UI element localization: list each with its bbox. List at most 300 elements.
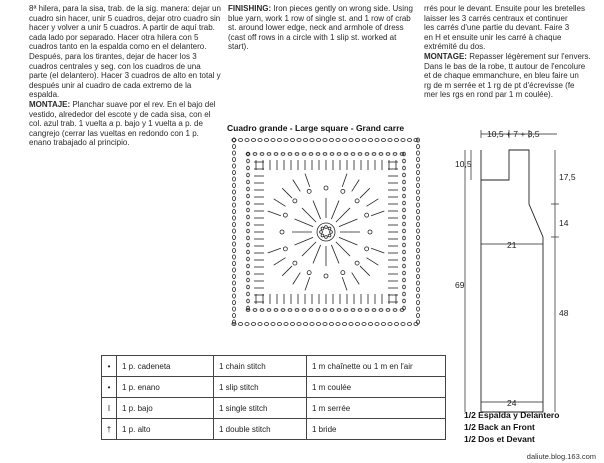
chain-stitch	[267, 309, 271, 312]
chain-stitch	[417, 216, 420, 220]
chain-stitch	[372, 153, 376, 156]
chain-stitch	[403, 271, 406, 275]
chain-stitch	[417, 313, 420, 317]
chain-stitch	[233, 294, 236, 298]
chain-stitch	[403, 278, 406, 282]
chain-stitch	[393, 153, 397, 156]
slip-stitch	[321, 227, 324, 230]
double-stitch	[331, 201, 339, 219]
chain-stitch	[394, 323, 398, 326]
chain-stitch	[233, 268, 236, 272]
chain-stitch	[284, 323, 288, 326]
chain-stitch	[341, 189, 345, 193]
chain-stitch	[417, 170, 420, 174]
slip-stitch	[330, 231, 333, 234]
chain-stitch	[330, 309, 334, 312]
legend-french: 1 bride	[307, 419, 446, 440]
double-stitch	[352, 273, 360, 285]
chain-stitch	[307, 271, 311, 275]
chain-stitch	[297, 139, 301, 142]
hem-label: 24	[507, 398, 517, 408]
chain-stitch	[281, 309, 285, 312]
chain-stitch	[238, 139, 242, 142]
chain-stitch	[403, 201, 406, 205]
chain-stitch	[355, 199, 359, 203]
double-stitch	[331, 245, 339, 263]
french-line: laisser les 3 carrés centraux et continuer	[424, 13, 568, 23]
chain-stitch	[381, 323, 385, 326]
chain-stitch	[247, 159, 250, 163]
chain-stitch	[233, 144, 236, 148]
legend-english: 1 single stitch	[214, 398, 307, 419]
chain-stitch	[233, 190, 236, 194]
chain-stitch	[233, 216, 236, 220]
chain-stitch	[258, 323, 262, 326]
chain-stitch	[247, 173, 250, 177]
legend-french: 1 m chaînette ou 1 m en l'air	[307, 356, 446, 377]
chain-stitch	[329, 139, 333, 142]
chain-stitch	[247, 229, 250, 233]
chain-stitch	[295, 309, 299, 312]
chain-stitch	[293, 261, 297, 265]
caption-spanish: 1/2 Espalda y Delantero	[464, 410, 560, 420]
chain-stitch	[253, 309, 257, 312]
slip-stitch	[328, 234, 331, 237]
chain-stitch	[260, 309, 264, 312]
chain-stitch	[342, 323, 346, 326]
chain-stitch	[417, 196, 420, 200]
english-finishing	[228, 4, 416, 52]
chain-stitch	[403, 292, 406, 296]
legend-spanish: 1 p. bajo	[117, 398, 214, 419]
double-stitch	[305, 174, 310, 187]
chain-stitch	[368, 139, 372, 142]
chain-stitch	[307, 189, 311, 193]
chain-stitch	[290, 139, 294, 142]
chain-stitch	[233, 300, 236, 304]
chain-stitch	[403, 215, 406, 219]
chain-stitch	[233, 242, 236, 246]
double-stitch	[295, 219, 313, 227]
chain-stitch	[258, 139, 262, 142]
chain-stitch	[362, 323, 366, 326]
watermark: daliute.blog.163.com	[526, 452, 596, 461]
chain-stitch	[417, 261, 420, 265]
chain-stitch	[393, 309, 397, 312]
chain-stitch	[349, 139, 353, 142]
chain-stitch	[233, 209, 236, 213]
chain-stitch	[351, 309, 355, 312]
neck-dim-label: 10,5	[455, 159, 472, 169]
chain-stitch	[403, 180, 406, 184]
chain-stitch	[264, 323, 268, 326]
chain-stitch	[336, 323, 340, 326]
double-stitch	[282, 266, 292, 276]
chain-stitch	[316, 323, 320, 326]
chain-stitch	[283, 213, 287, 217]
single-stitch-symbol: I	[102, 398, 117, 419]
slip-stitch	[325, 226, 328, 229]
chain-stitch	[247, 285, 250, 289]
total-length-label: 69	[455, 280, 465, 290]
chain-stitch	[251, 323, 255, 326]
chain-stitch	[247, 250, 250, 254]
double-stitch	[282, 188, 292, 198]
chain-stitch	[233, 229, 236, 233]
chain-stitch	[417, 229, 420, 233]
english-instructions	[228, 4, 416, 52]
half-chest-label: 21	[507, 240, 517, 250]
chain-stitch	[247, 271, 250, 275]
chain-stitch	[362, 139, 366, 142]
chain-stitch	[407, 139, 411, 142]
double-stitch	[274, 199, 286, 207]
french-line: en H et ensuite unir les carré à chaque	[424, 32, 562, 42]
spanish-instructions	[29, 4, 221, 148]
french-line: rg de m serrée et 1 rg de pt d'écrevisse (fe	[424, 80, 575, 90]
chain-stitch	[247, 215, 250, 219]
chain-stitch	[417, 203, 420, 207]
chain-stitch	[417, 287, 420, 291]
double-stitch	[336, 242, 350, 256]
chain-stitch	[323, 153, 327, 156]
chain-stitch	[245, 323, 249, 326]
chain-stitch	[303, 139, 307, 142]
legend-french: 1 m serrée	[307, 398, 446, 419]
chain-stitch	[247, 306, 250, 310]
chain-stitch	[329, 323, 333, 326]
chain-stitch	[233, 255, 236, 259]
chain-stitch	[417, 307, 420, 311]
chain-stitch	[365, 309, 369, 312]
chain-stitch	[290, 323, 294, 326]
chain-stitch	[330, 153, 334, 156]
legend-english: 1 double stitch	[214, 419, 307, 440]
chain-stitch	[233, 151, 236, 155]
dress-schematic	[455, 124, 595, 414]
chain-stitch	[271, 323, 275, 326]
french-instructions	[424, 4, 604, 100]
chain-stitch	[247, 180, 250, 184]
chain-stitch	[403, 299, 406, 303]
chain-stitch	[375, 323, 379, 326]
chain-stitch	[233, 164, 236, 168]
stitch-legend-table	[101, 355, 446, 440]
chain-stitch	[309, 153, 313, 156]
chain-stitch	[271, 139, 275, 142]
chain-stitch	[295, 153, 299, 156]
chain-stitch	[403, 264, 406, 268]
double-stitch	[305, 277, 310, 290]
chain-stitch	[344, 309, 348, 312]
slip-stitch	[328, 227, 331, 230]
chain-stitch	[414, 139, 418, 142]
chain-stitch	[316, 309, 320, 312]
chain-stitch	[233, 287, 236, 291]
chain-stitch	[401, 323, 405, 326]
chain-stitch	[310, 139, 314, 142]
chain-stitch	[260, 153, 264, 156]
chain-stitch	[403, 229, 406, 233]
french-line: extrémité du dos.	[424, 42, 486, 52]
french-line: et de chaque emmanchure, en bleu faire un	[424, 71, 579, 81]
legend-row	[102, 419, 446, 440]
chain-stitch	[324, 274, 328, 278]
double-stitch	[293, 273, 301, 285]
chain-stitch	[403, 257, 406, 261]
chain-stitch	[355, 261, 359, 265]
chain-stitch	[251, 139, 255, 142]
chain-stitch	[288, 153, 292, 156]
chain-stitch	[403, 243, 406, 247]
chain-stitch	[245, 139, 249, 142]
chain-stitch	[323, 323, 327, 326]
double-stitch	[268, 211, 281, 216]
chain-stitch	[386, 309, 390, 312]
chain-stitch	[403, 194, 406, 198]
chain-stitch	[417, 248, 420, 252]
chain-stitch	[337, 309, 341, 312]
chain-stitch	[280, 230, 284, 234]
double-stitch-symbol: †	[102, 419, 117, 440]
chain-stitch-symbol: •	[102, 356, 117, 377]
chain-stitch	[400, 153, 404, 156]
double-stitch	[342, 277, 347, 290]
chain-stitch	[233, 274, 236, 278]
double-stitch	[268, 248, 281, 253]
legend-row	[102, 398, 446, 419]
chain-stitch	[247, 222, 250, 226]
legend-french: 1 m coulée	[307, 377, 446, 398]
french-line: mer les rgs en rond par 1 m coulée).	[424, 90, 553, 100]
chain-stitch	[293, 199, 297, 203]
french-line: les carrés d'une partie du devant. Faire 3	[424, 23, 570, 33]
legend-spanish: 1 p. alto	[117, 419, 214, 440]
double-stitch	[360, 266, 370, 276]
double-stitch	[336, 208, 350, 222]
chain-stitch	[417, 144, 420, 148]
chain-stitch	[341, 271, 345, 275]
legend-spanish: 1 p. enano	[117, 377, 214, 398]
double-stitch	[274, 258, 286, 266]
double-stitch	[367, 199, 379, 207]
chain-stitch	[247, 201, 250, 205]
french-line: rrés pour le devant. Ensuite pour les bretelles	[424, 4, 585, 13]
montaje-text: Planchar suave por el rev. En el bajo del vestido, alrededor del escote y de cada sisa, con el col. azul trab. 1 vuelta a p. bajo y 1 vuelta a p. de cangrejo (cerrar las vueltas en redondo con 1 p. enano trabajado al principio.	[29, 99, 216, 148]
chain-stitch	[379, 153, 383, 156]
chain-stitch	[247, 187, 250, 191]
legend-spanish: 1 p. cadeneta	[117, 356, 214, 377]
chain-stitch	[372, 309, 376, 312]
chain-stitch	[417, 274, 420, 278]
legend-english: 1 slip stitch	[214, 377, 307, 398]
double-stitch	[313, 201, 321, 219]
chain-stitch	[403, 208, 406, 212]
caption-french: 1/2 Dos et Devant	[464, 434, 535, 444]
spanish-montaje	[29, 100, 221, 148]
chain-stitch	[283, 247, 287, 251]
chain-stitch	[247, 292, 250, 296]
chain-stitch	[233, 222, 236, 226]
chain-stitch	[379, 309, 383, 312]
crochet-square-chart	[228, 134, 424, 330]
slip-stitch-symbol: •	[102, 377, 117, 398]
caption-english: 1/2 Back an Front	[464, 422, 535, 432]
chain-stitch	[403, 187, 406, 191]
double-stitch	[371, 248, 384, 253]
chain-stitch	[368, 323, 372, 326]
chain-stitch	[274, 153, 278, 156]
chain-stitch	[407, 323, 411, 326]
chain-stitch	[417, 157, 420, 161]
french-line: Dans le bas de la robe, tt autour de l'encolure	[424, 61, 586, 71]
double-stitch	[302, 242, 316, 256]
chain-stitch	[281, 153, 285, 156]
slip-stitch	[320, 231, 323, 234]
chain-stitch	[233, 170, 236, 174]
chain-stitch	[403, 166, 406, 170]
finishing-label: FINISHING:	[228, 4, 272, 13]
chain-stitch	[349, 323, 353, 326]
chain-stitch	[247, 208, 250, 212]
chain-stitch	[233, 320, 236, 324]
double-stitch	[302, 208, 316, 222]
montage-line: Repasser légèrement sur l'envers.	[466, 51, 591, 61]
double-stitch	[339, 237, 357, 245]
chain-stitch	[247, 278, 250, 282]
chain-stitch	[247, 264, 250, 268]
chain-stitch	[368, 230, 372, 234]
finishing-text: Iron pieces gently on wrong side. Using blue yarn, work 1 row of single st. and 1 row of crab st. around lower edge, neck and armhole of dress (cast off rows in a circle with 1 slip st. worked at start).	[228, 4, 413, 52]
chain-stitch	[316, 153, 320, 156]
chain-stitch	[417, 235, 420, 239]
chain-stitch	[417, 183, 420, 187]
chain-stitch	[233, 177, 236, 181]
chain-stitch	[324, 186, 328, 190]
chain-stitch	[288, 309, 292, 312]
square-chart-title: Cuadro grande - Large square - Grand carre	[227, 123, 405, 133]
chain-stitch	[253, 153, 257, 156]
chain-stitch	[233, 261, 236, 265]
double-stitch	[371, 211, 384, 216]
chain-stitch	[264, 139, 268, 142]
double-stitch	[293, 180, 301, 192]
chain-stitch	[388, 139, 392, 142]
chain-stitch	[233, 183, 236, 187]
chain-stitch	[342, 139, 346, 142]
top-dims-label: 10,5 + 7 + 3,5	[487, 129, 540, 139]
montaje-label: MONTAJE:	[29, 99, 71, 109]
chain-stitch	[417, 151, 420, 155]
chain-stitch	[274, 309, 278, 312]
spanish-paragraph: 8ª hilera, para la sisa, trab. de la sig. manera: dejar un cuadro sin hacer, unir 5 cuadros, dejar otro cuadro sin hacer y volver a unir 5 cuadros. A partir de aquí trab. cada lado por separado. Hacer otra hilera con 5 cuadros tanto en la espalda como en el delantero. Después, para los tirantes, dejar de hacer los 3 cuadros centrales y seg. con los cuadros de una parte (el delantero). Hacer 3 cuadros de alto en total y después unir al cuadro de cada extremo de la espalda.	[29, 4, 221, 100]
montage-label: MONTAGE:	[424, 51, 467, 61]
chain-stitch	[233, 307, 236, 311]
chain-stitch	[247, 166, 250, 170]
chain-stitch	[247, 243, 250, 247]
chain-stitch	[417, 222, 420, 226]
chain-stitch	[417, 190, 420, 194]
chain-stitch	[417, 209, 420, 213]
legend-row	[102, 377, 446, 398]
chain-stitch	[233, 281, 236, 285]
double-stitch	[313, 245, 321, 263]
chain-stitch	[365, 153, 369, 156]
strap-dim-label: 17,5	[559, 172, 576, 182]
chain-stitch	[358, 153, 362, 156]
chain-stitch	[365, 213, 369, 217]
double-stitch	[295, 237, 313, 245]
chain-stitch	[233, 196, 236, 200]
chain-stitch	[417, 294, 420, 298]
chain-stitch	[403, 159, 406, 163]
legend-row	[102, 356, 446, 377]
chain-stitch	[267, 153, 271, 156]
chain-stitch	[403, 173, 406, 177]
double-stitch	[352, 180, 360, 192]
chain-stitch	[310, 323, 314, 326]
chain-stitch	[233, 203, 236, 207]
slip-stitch	[325, 236, 328, 239]
chain-stitch	[375, 139, 379, 142]
chain-stitch	[302, 153, 306, 156]
chain-stitch	[394, 139, 398, 142]
body-length-label: 48	[559, 308, 569, 318]
chain-stitch	[403, 236, 406, 240]
french-montage	[424, 52, 604, 62]
chain-stitch	[233, 248, 236, 252]
double-stitch	[360, 188, 370, 198]
schematic-outline	[481, 150, 543, 412]
chain-stitch	[302, 309, 306, 312]
chain-stitch	[401, 139, 405, 142]
chain-stitch	[417, 300, 420, 304]
chain-stitch	[358, 309, 362, 312]
double-stitch	[342, 174, 347, 187]
chain-stitch	[365, 247, 369, 251]
chain-stitch	[337, 153, 341, 156]
chain-stitch	[417, 242, 420, 246]
chain-stitch	[355, 323, 359, 326]
chain-stitch	[381, 139, 385, 142]
chain-stitch	[323, 139, 327, 142]
chain-stitch	[403, 250, 406, 254]
chain-stitch	[417, 177, 420, 181]
double-stitch	[367, 258, 379, 266]
chain-stitch	[323, 309, 327, 312]
chain-stitch	[403, 285, 406, 289]
slip-stitch	[321, 234, 324, 237]
chain-stitch	[351, 153, 355, 156]
chain-stitch	[247, 299, 250, 303]
chain-stitch	[238, 323, 242, 326]
chain-stitch	[355, 139, 359, 142]
chain-stitch	[247, 257, 250, 261]
chain-stitch	[247, 194, 250, 198]
chain-stitch	[284, 139, 288, 142]
chain-stitch	[417, 164, 420, 168]
chain-stitch	[388, 323, 392, 326]
armhole-dim-label: 14	[559, 218, 569, 228]
chain-stitch	[247, 236, 250, 240]
chain-stitch	[303, 323, 307, 326]
chain-stitch	[233, 235, 236, 239]
double-stitch	[339, 219, 357, 227]
chain-stitch	[336, 139, 340, 142]
chain-stitch	[233, 157, 236, 161]
chain-stitch	[277, 139, 281, 142]
chain-stitch	[417, 268, 420, 272]
